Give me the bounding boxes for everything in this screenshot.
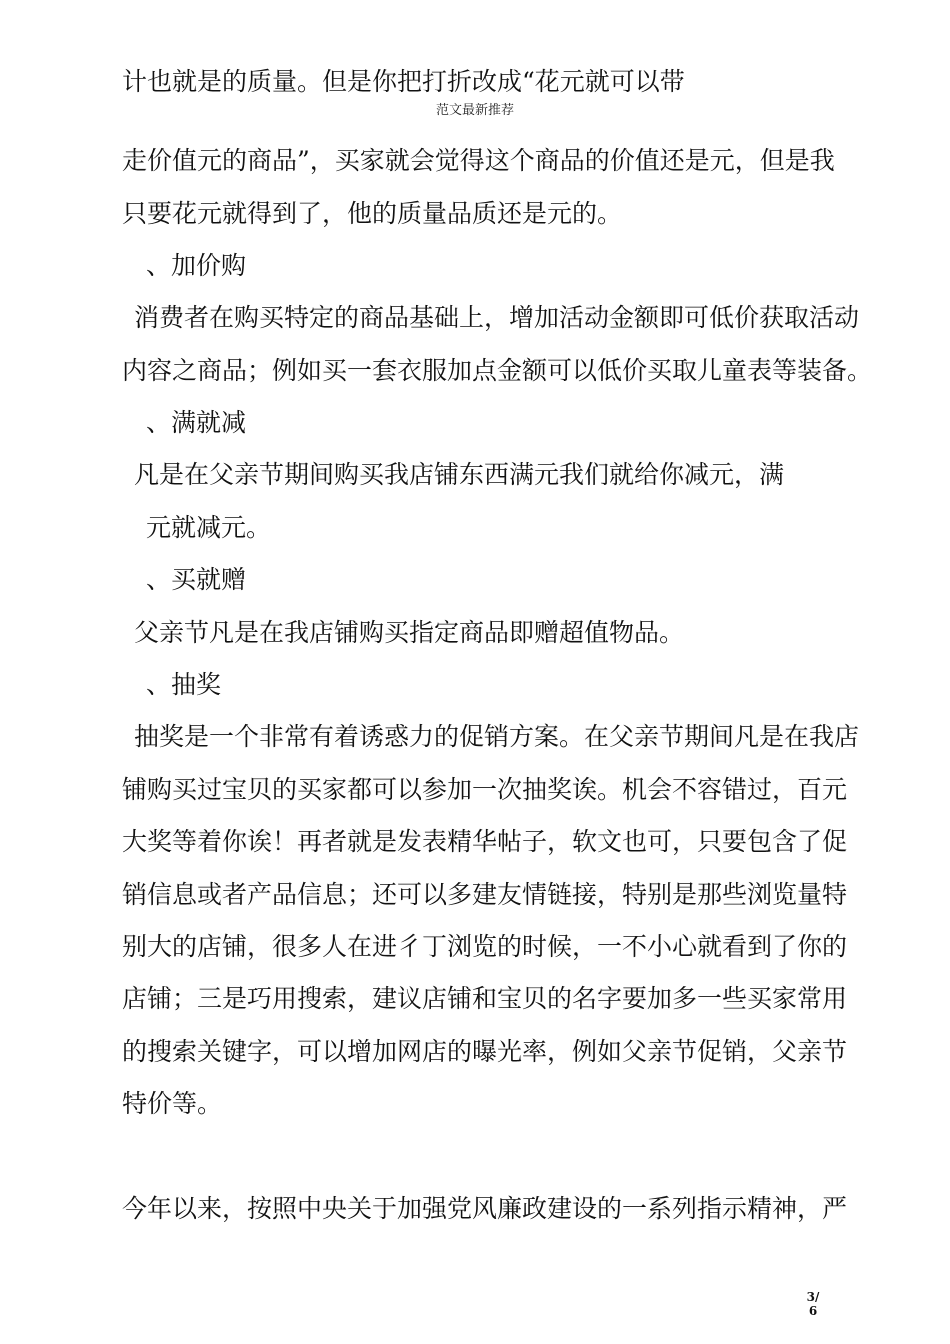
body-line-13: 抽奖是一个非常有着诱惑力的促销方案。在父亲节期间凡是在我店 <box>134 722 860 751</box>
body-line-5: 消费者在购买特定的商品基础上，增加活动金额即可低价获取活动 <box>134 303 860 332</box>
body-line-19: 的搜索关键字，可以增加网店的曝光率，例如父亲节促销，父亲节 <box>122 1037 848 1066</box>
section-heading-lottery: 、抽奖 <box>146 670 222 699</box>
body-line-14: 铺购买过宝贝的买家都可以参加一次抽奖诶。机会不容错过，百元 <box>122 775 848 804</box>
body-line-16: 销信息或者产品信息；还可以多建友情链接，特别是那些浏览量特 <box>122 880 848 909</box>
body-line-1: 计也就是的质量。但是你把打折改成“花元就可以带 <box>122 67 685 96</box>
body-line-6: 内容之商品；例如买一套衣服加点金额可以低价买取儿童表等装备。 <box>122 356 873 385</box>
page-number-total: 6 <box>808 1304 818 1318</box>
body-line-21: 今年以来，按照中央关于加强党风廉政建设的一系列指示精神，严 <box>122 1194 848 1223</box>
body-line-8: 凡是在父亲节期间购买我店铺东西满元我们就给你减元，满 <box>134 460 785 489</box>
body-line-17: 别大的店铺，很多人在进彳丁浏览的时候，一不小心就看到了你的 <box>122 932 848 961</box>
body-line-9: 元就减元。 <box>146 513 272 542</box>
section-heading-markup: 、加价购 <box>146 251 247 280</box>
page-header: 范文最新推荐 <box>435 103 514 118</box>
body-line-15: 大奖等着你诶！再者就是发表精华帖子，软文也可，只要包含了促 <box>122 827 848 856</box>
body-line-11: 父亲节凡是在我店铺购买指定商品即赠超值物品。 <box>134 618 685 647</box>
body-line-3: 只要花元就得到了，他的质量品质还是元的。 <box>122 199 623 228</box>
page-number-current: 3/ <box>806 1290 820 1304</box>
section-heading-discount: 、满就减 <box>146 408 247 437</box>
body-line-2: 走价值元的商品”，买家就会觉得这个商品的价值还是元，但是我 <box>122 146 835 175</box>
body-line-20: 特价等。 <box>122 1089 223 1118</box>
section-heading-gift: 、买就赠 <box>146 565 247 594</box>
body-line-18: 店铺；三是巧用搜索，建议店铺和宝贝的名字要加多一些买家常用 <box>122 984 848 1013</box>
page-number <box>804 1290 822 1318</box>
